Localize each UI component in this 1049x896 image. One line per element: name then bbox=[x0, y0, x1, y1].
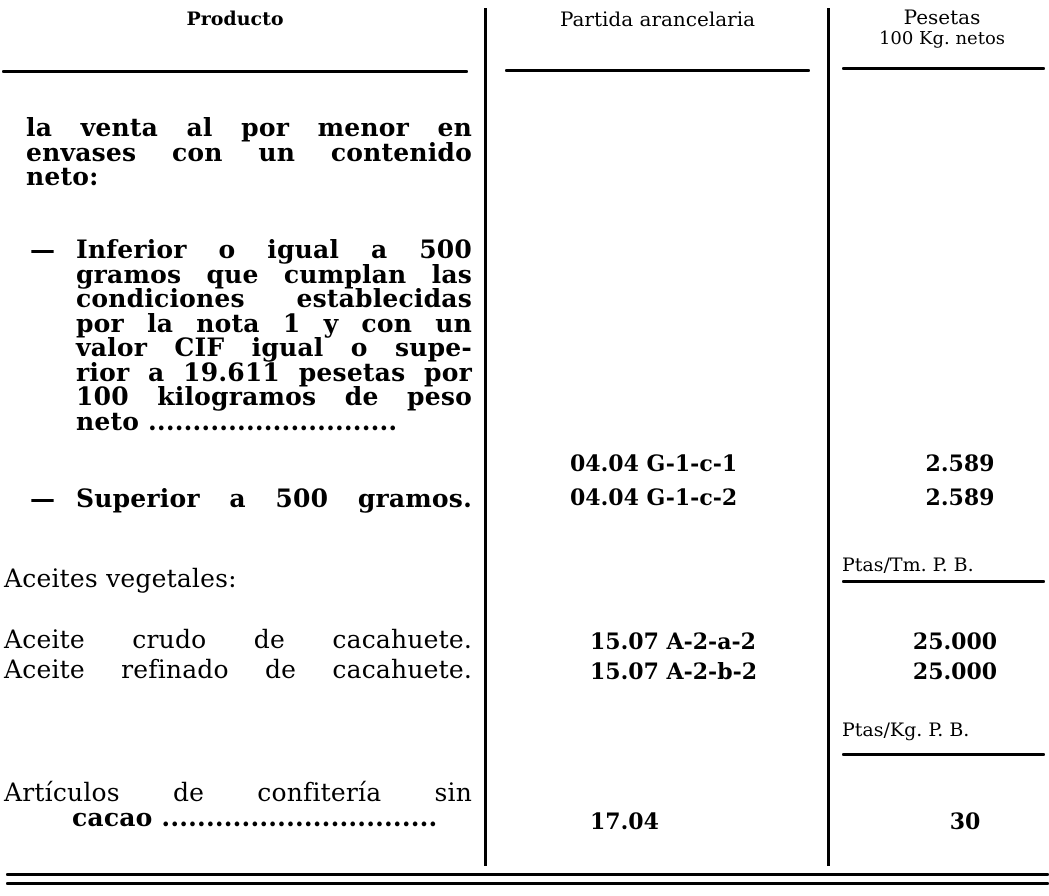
intro-line: neto: bbox=[26, 162, 99, 191]
row-aceite-crudo-partida: 15.07 A-2-a-2 bbox=[590, 629, 756, 655]
description-line-dotted: cacao ............................... bbox=[72, 805, 438, 830]
row-inferior-valor: 2.589 bbox=[925, 451, 995, 477]
header-pesetas-line1: Pesetas bbox=[903, 5, 981, 29]
row-confiteria-partida: 17.04 bbox=[590, 809, 659, 835]
row-aceite-crudo-valor: 25.000 bbox=[912, 629, 998, 655]
header-pesetas-line2: 100 Kg. netos bbox=[878, 28, 1006, 49]
header-rule-pesetas bbox=[842, 67, 1045, 70]
description-line: Artículos de confitería sin bbox=[4, 778, 472, 807]
description-line: por la nota 1 y con un bbox=[76, 308, 472, 338]
section2-heading bbox=[4, 564, 404, 593]
column-divider-2 bbox=[827, 8, 830, 866]
column-divider-1 bbox=[484, 8, 487, 866]
intro-line: envases con un contenido bbox=[26, 137, 472, 167]
description-line: Inferior o igual a 500 bbox=[76, 235, 472, 264]
row-aceite-crudo-description bbox=[4, 625, 472, 654]
row-inferior-description bbox=[76, 235, 472, 434]
description-line: Aceite refinado de cacahuete. bbox=[4, 655, 472, 684]
bullet-dash: — bbox=[30, 484, 55, 513]
row-inferior-partida: 04.04 G-1-c-1 bbox=[570, 451, 738, 477]
description-line-dotted: neto ............................ bbox=[76, 409, 398, 434]
header-rule-producto bbox=[2, 70, 468, 73]
row-superior-description bbox=[76, 484, 472, 513]
description-line: Aceite crudo de cacahuete. bbox=[4, 625, 472, 654]
bullet-dash: — bbox=[30, 235, 55, 264]
row-aceite-refinado-description bbox=[4, 655, 472, 684]
table-bottom-rule-2 bbox=[6, 882, 1049, 885]
description-line: condiciones establecidas bbox=[76, 284, 472, 313]
section2-unit-label: Ptas/Tm. P. B. bbox=[842, 554, 974, 576]
row-superior-valor: 2.589 bbox=[925, 485, 995, 511]
header-producto: Producto bbox=[186, 8, 284, 30]
description-line: 100 kilogramos de peso bbox=[76, 382, 472, 411]
intro-line: la venta al por menor en bbox=[26, 113, 472, 142]
table-bottom-rule-1 bbox=[6, 873, 1049, 876]
header-rule-partida bbox=[505, 69, 810, 72]
description-line: valor CIF igual o supe- bbox=[76, 333, 472, 362]
row-superior-partida: 04.04 G-1-c-2 bbox=[570, 485, 738, 511]
header-partida: Partida arancelaria bbox=[559, 7, 756, 31]
row-confiteria-description bbox=[4, 778, 472, 830]
description-line: gramos que cumplan las bbox=[76, 259, 472, 289]
section3-unit-rule bbox=[842, 753, 1045, 756]
row-aceite-refinado-partida: 15.07 A-2-b-2 bbox=[590, 659, 758, 685]
description-line: Superior a 500 gramos. bbox=[76, 484, 472, 513]
heading-text: Aceites vegetales: bbox=[4, 564, 237, 593]
section1-intro bbox=[26, 113, 472, 191]
row-confiteria-valor: 30 bbox=[949, 809, 981, 835]
section3-unit-label: Ptas/Kg. P. B. bbox=[842, 719, 970, 741]
description-line: rior a 19.611 pesetas por bbox=[76, 357, 472, 387]
section2-unit-rule bbox=[842, 580, 1045, 583]
header-pesetas bbox=[838, 6, 1046, 50]
row-aceite-refinado-valor: 25.000 bbox=[912, 659, 998, 685]
